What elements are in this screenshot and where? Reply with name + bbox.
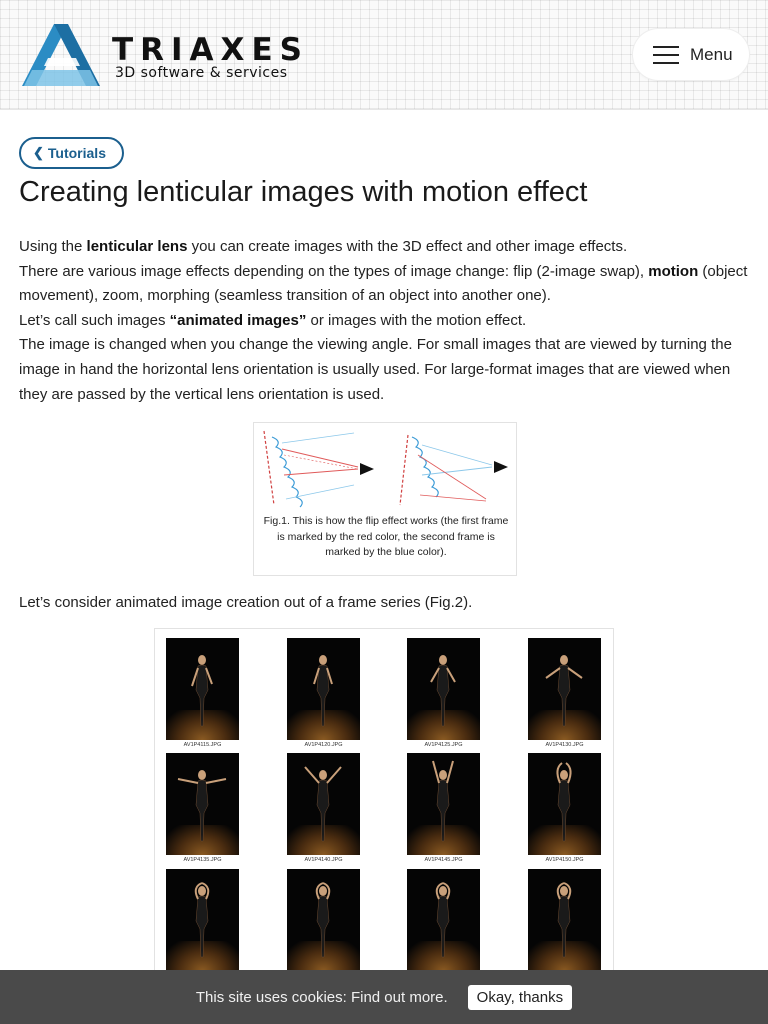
intro-paragraph-1: Using the lenticular lens you can create images with the 3D effect and other image effects. xyxy=(19,238,628,255)
bold-animated-images: “animated images” xyxy=(169,311,307,329)
frame-label: AV1P4125.JPG xyxy=(424,742,463,748)
cookie-notice-text[interactable]: This site uses cookies: Find out more. xyxy=(195,988,448,1006)
frame-photo xyxy=(407,753,480,855)
figure-1 xyxy=(253,422,517,576)
intro-paragraph-2: There are various image effects depending on the types of image change: flip (2-image swap), motion (object movement), zoom, morphing (seamless transition of an object into another one). xyxy=(19,262,748,305)
cookie-bar xyxy=(0,970,768,1024)
flip-effect-diagram xyxy=(258,425,514,513)
frame-label: AV1P4135.JPG xyxy=(183,857,222,863)
frame-label: AV1P4115.JPG xyxy=(183,742,222,748)
eye-icon xyxy=(360,463,374,475)
logo-name: TRIAXES xyxy=(112,32,309,68)
frame-label: AV1P4130.JPG xyxy=(545,742,584,748)
menu-label: Menu xyxy=(690,44,733,64)
logo-mark-icon xyxy=(18,20,104,90)
chevron-left-icon: ❮ xyxy=(33,145,44,160)
tutorials-back-button[interactable] xyxy=(19,137,124,169)
frame-photo xyxy=(528,753,601,855)
logo-tagline: 3D software & services xyxy=(115,65,288,81)
frame-photo xyxy=(407,638,480,740)
link-lenticular-lens[interactable]: lenticular lens xyxy=(86,238,188,255)
intro-text xyxy=(19,235,749,407)
bold-motion: motion xyxy=(648,262,699,280)
frame-photo xyxy=(528,869,601,971)
lens-right xyxy=(400,435,438,505)
frame-label: AV1P4150.JPG xyxy=(545,857,584,863)
frame-label: AV1P4145.JPG xyxy=(424,857,463,863)
figure-1-caption: Fig.1. This is how the flip effect works (the first frame is marked by the red color, the second frame is marked by the blue color). xyxy=(263,515,509,558)
intro-paragraph-4: The image is changed when you change the viewing angle. For small images that are viewed by turning the image in hand the horizontal lens orientation is usually used. For large-format images that are viewed when they are passed by the vertical lens orientation is used. xyxy=(19,336,732,403)
cookie-accept-button[interactable]: Okay, thanks xyxy=(468,985,572,1010)
page-title: Creating lenticular images with motion effect xyxy=(19,176,588,208)
frame-label: AV1P4120.JPG xyxy=(304,742,343,748)
hamburger-icon xyxy=(653,46,679,64)
frame-photo xyxy=(287,869,360,971)
frame-photo xyxy=(287,638,360,740)
site-header xyxy=(0,0,768,110)
frame-label: AV1P4140.JPG xyxy=(304,857,343,863)
menu-button[interactable] xyxy=(633,29,749,80)
triaxes-logo[interactable] xyxy=(18,20,308,92)
paragraph-frame-series: Let’s consider animated image creation out of a frame series (Fig.2). xyxy=(19,594,473,611)
intro-paragraph-3: Let’s call such images “animated images” or images with the motion effect. xyxy=(19,311,527,329)
frame-photo xyxy=(166,753,239,855)
frame-photo xyxy=(166,869,239,971)
frame-photo xyxy=(166,638,239,740)
lens-left xyxy=(264,431,302,507)
frame-photo xyxy=(528,638,601,740)
eye-icon xyxy=(494,461,508,473)
figure-2-frame-series xyxy=(154,628,614,988)
tutorials-label: Tutorials xyxy=(47,145,106,161)
frame-photo xyxy=(287,753,360,855)
frame-photo xyxy=(407,869,480,971)
